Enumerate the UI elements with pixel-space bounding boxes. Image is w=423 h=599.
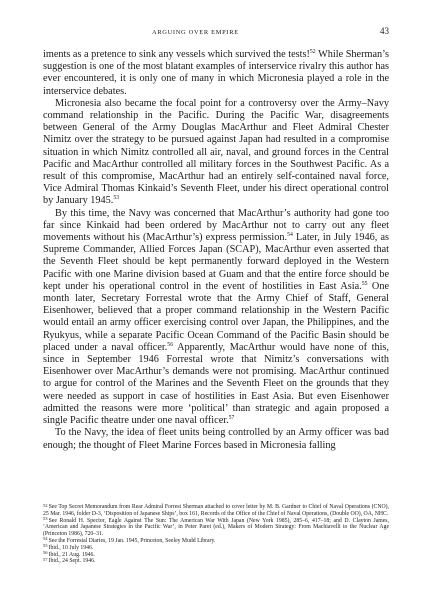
footnote-number: 54 bbox=[43, 536, 48, 542]
footnote-number: 57 bbox=[43, 556, 48, 562]
paragraph-text: iments as a pretence to sink any vessels which survived the tests! bbox=[43, 49, 310, 60]
footnote-number: 56 bbox=[43, 550, 48, 556]
footnote bbox=[43, 545, 389, 552]
footnotes bbox=[43, 504, 389, 565]
footnote-marker: 53 bbox=[113, 195, 120, 202]
footnote-marker: 52 bbox=[309, 49, 316, 55]
footnote-text: See Top Secret Memorandum from Rear Admiral Forrest Sherman attached to cover letter by M. B. Gardner to Chief of Naval Operations (CNO), 25 Mar. 1946, folder D-3, ‘Disposition of Japanese Ships’, box 161, Records of the Office of the Chief of Naval Operations, (Double OO), OA, NHC. bbox=[43, 504, 389, 517]
footnote-text: Ibid., 10 July 1946. bbox=[48, 544, 94, 551]
footnote-marker: 55 bbox=[361, 280, 368, 287]
footnote bbox=[43, 538, 389, 545]
paragraph-text: One month later, Secretary Forrestal wrote that the Army Chief of Staff, General Eisenhower, believed that a proper command relationship in the Western Pacific would entail an army officer exercising control over Japan, the Philippines, and the Ryukyus, while a separate Pacific Ocean Command of the Pacific Basin should be placed under a naval officer. bbox=[43, 280, 390, 353]
body-text bbox=[43, 49, 389, 452]
footnote bbox=[43, 504, 389, 518]
footnote-text: See the Forrestal Diaries, 19 Jan. 1945, Princeton, Seeley Mudd Library. bbox=[48, 537, 216, 544]
paragraph-text: Apparently, MacArthur would have none of this, since in September 1946 Forrestal wrote that Nimitz’s conversations with Eisenhower over MacArthur’s demands were not promising. MacArthur continued to argue for control of the Marines and the Seventh Fleet on the grounds that they were needed as support in case of hostilities in East Asia. But even Eisenhower admitted the reasons were more ‘political’ than strategic and again proposed a single Pacific theatre under one naval officer. bbox=[43, 341, 389, 427]
footnote-number: 55 bbox=[43, 543, 48, 549]
footnote-number: 53 bbox=[43, 516, 48, 522]
footnote bbox=[43, 518, 389, 538]
footnote-text: Ibid., 24 Sept. 1946. bbox=[48, 558, 96, 565]
running-head-title: ARGUING OVER EMPIRE bbox=[152, 29, 239, 36]
running-head bbox=[43, 26, 389, 38]
paragraph-text: To the Navy, the idea of fleet units being controlled by an Army officer was bad enough; the thought of Fleet Marine Forces based in Micronesia falling bbox=[43, 427, 389, 451]
footnote bbox=[43, 558, 389, 565]
paragraph bbox=[43, 49, 389, 98]
footnote-marker: 57 bbox=[228, 415, 235, 422]
page bbox=[43, 26, 389, 452]
footnote-marker: 56 bbox=[167, 341, 174, 348]
footnote-marker: 54 bbox=[287, 232, 293, 239]
paragraph bbox=[43, 208, 389, 428]
paragraph bbox=[43, 98, 389, 208]
footnote-text: Ibid., 21 Aug. 1946. bbox=[48, 551, 95, 558]
footnote-number: 52 bbox=[43, 502, 48, 508]
footnote-text: See Ronald H. Spector, Eagle Against The Sun: The American War With Japan (New York 1985), 285–6, 417–18; and D. Clayton James, ‘American and Japanese Strategies in the Pacific War’, in Peter Paret (ed.), Makers of Modern Strategy: From Machiavelli to the Nuclear Age (Princeton 1986), 720–31. bbox=[43, 517, 389, 538]
paragraph bbox=[43, 427, 389, 451]
paragraph-text: While Sherman’s suggestion is one of the most blatant examples of interservice rivalry this author has ever encountered, it is only one of many in which Micronesia played a role in the interservice debates. bbox=[43, 49, 389, 97]
paragraph-text: By this time, the Navy was concerned that MacArthur’s authority had gone too far since Kinkaid had been ordered by MacArthur not to carry out any fleet movements without his (MacArthur’s) express permission. bbox=[43, 207, 389, 244]
paragraph-text: Later, in July 1946, as Supreme Commander, Allied Forces Japan (SCAP), MacArthur even asserted that the Seventh Fleet should be kept permanently forward deployed in the Western Pacific with one Marine division based at Guam and that the entire force should be kept under his operational control in the event of hostilities in East Asia. bbox=[43, 232, 389, 292]
page-number: 43 bbox=[380, 26, 389, 36]
paragraph-text: Micronesia also became the focal point for a controversy over the Army–Navy command relationship in the Pacific. During the Pacific War, disagreements between General of the Army Douglas MacArthur and Fleet Admiral Chester Nimitz over the strategy to be pursued against Japan had resulted in a compromise situation in which Nimitz controlled all air, naval, and ground forces in the Central Pacific and MacArthur controlled all military forces in the Southwest Pacific. As a result of this compromise, MacArthur had an entirely self-contained naval force, Vice Admiral Thomas Kinkaid’s Seventh Fleet, under his direct operational control by January 1945. bbox=[43, 97, 389, 207]
